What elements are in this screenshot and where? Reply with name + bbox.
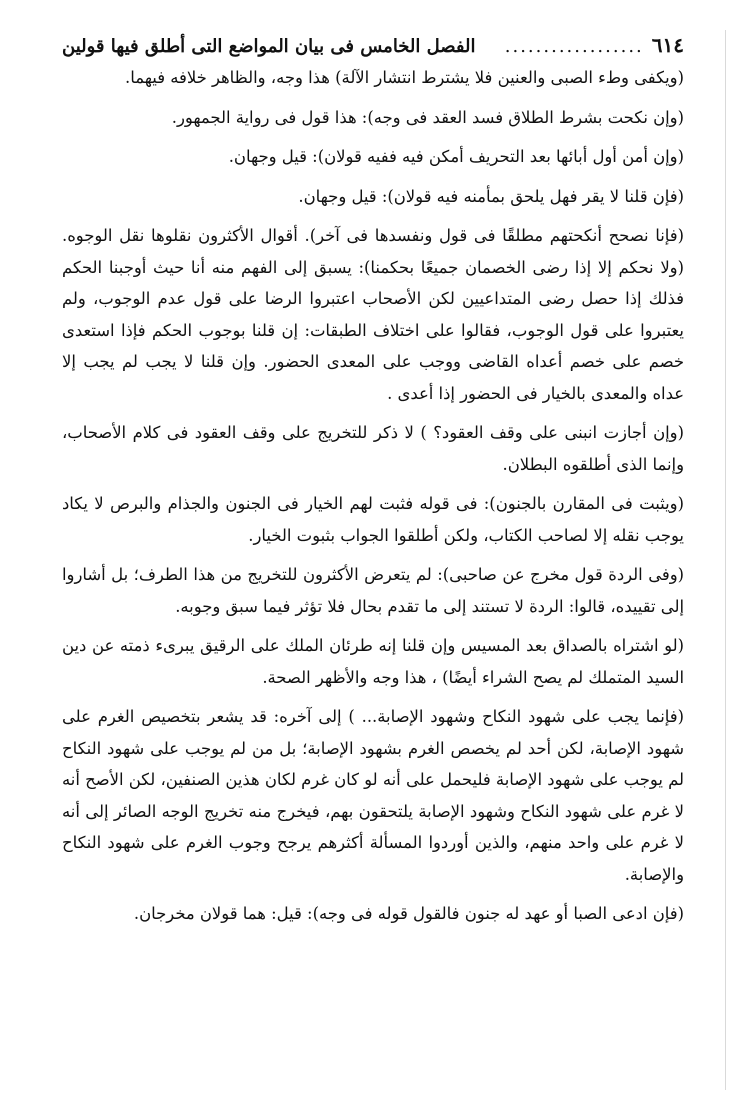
paragraph-4: (فإن قلنا لا يقر فهل يلحق بمأمنه فيه قولان): قيل وجهان.	[298, 186, 684, 206]
paragraph-8: (وفى الردة قول مخرج عن صاحبى): لم يتعرض الأكثرون للتخريج من هذا الطرف؛ بل أشاروا إلى تقييده، قالوا: الردة لا تستند إلى ما تقدم بحال فلا تؤثر فيما سبق وجوبه.	[62, 565, 684, 616]
page-edge-line	[725, 30, 726, 1090]
paragraph-11: (فإن ادعى الصبا أو عهد له جنون فالقول قوله فى وجه): قيل: هما قولان مخرجان.	[133, 904, 684, 923]
paragraph-6: (وإن أجازت انبنى على وقف العقود؟ ) لا ذكر للتخريج على وقف العقود فى كلام الأصحاب، وإنما الذى أطلقوه البطلان.	[62, 423, 684, 474]
paragraph-2: (وإن نكحت بشرط الطلاق فسد العقد فى وجه): هذا قول فى رواية الجمهور.	[171, 107, 684, 127]
paragraph-3: (وإن أمن أول أبائها بعد التحريف أمكن فيه ففيه قولان): قيل وجهان.	[228, 147, 684, 166]
header-dot-leader: ..................	[504, 36, 644, 57]
paragraph-9: (لو اشتراه بالصداق بعد المسيس وإن قلنا إنه طرئان الملك على الرقيق يبرىء ذمته عن دين السيد المتملك لم يصح الشراء أيضًا) ، هذا وجه والأظهر الصحة.	[62, 636, 684, 687]
paragraph-7: (ويثبت فى المقارن بالجنون): فى قوله فثبت لهم الخيار فى الجنون والجذام والبرص لا يكاد يوجب نقله إلا لصاحب الكتاب، ولكن أطلقوا الجواب بثبوت الخيار.	[62, 494, 684, 545]
chapter-title: الفصل الخامس فى بيان المواضع التى أطلق فيها قولين	[62, 36, 476, 57]
page-number: ٦١٤	[651, 33, 684, 57]
paragraph-10: (فإنما يجب على شهود النكاح وشهود الإصابة... ) إلى آخره: قد يشعر بتخصيص الغرم على شهود الإصابة، لكن أحد لم يخصص الغرم بشهود الإصابة؛ بل من لم يوجب على شهود النكاح لم يوجب على شهود الإصابة فليحمل على أنه لو كان غرم لكان هذين الصنفين، لكن الأصح أنه لا غرم على شهود النكاح وشهود الإصابة يلتحقون بهم، فيخرج منه تخريج الوجه الصائر إلى أنه لا غرم على واحد منهم، والذين أوردوا المسألة أكثرهم يرجح وجوب الغرم على شهود النكاح والإصابة.	[61, 707, 684, 884]
paragraph-5: (فإنا نصحح أنكحتهم مطلقًا فى قول ونفسدها فى آخر). أقوال الأكثرون نقلوها نقل الوجوه. (ولا نحكم إلا إذا رضى الخصمان جميعًا بحكمنا): يسبق إلى الفهم منه أنا حيث أوجبنا الحكم فذلك إذا حصل رضى المتداعيين لكن الأصحاب اعتبروا الرضا على قول عدم الوجوب، ولم يعتبروا على قول الوجوب، فقالوا على اختلاف الطبقات: إن قلنا بوجوب الحكم فإذا استعدى خصم على خصم أعداه القاضى ووجب على المعدى الحضور. وإن قلنا لا يجب لم يجب إلا عداه والمعدى بالخيار فى الحضور إذا أعدى .	[62, 226, 684, 403]
paragraph-1: (ويكفى وطء الصبى والعنين فلا يشترط انتشار الآلة) هذا وجه، والظاهر خلافه فيهما.	[125, 68, 684, 87]
running-header	[62, 30, 684, 62]
document-page	[62, 30, 684, 930]
